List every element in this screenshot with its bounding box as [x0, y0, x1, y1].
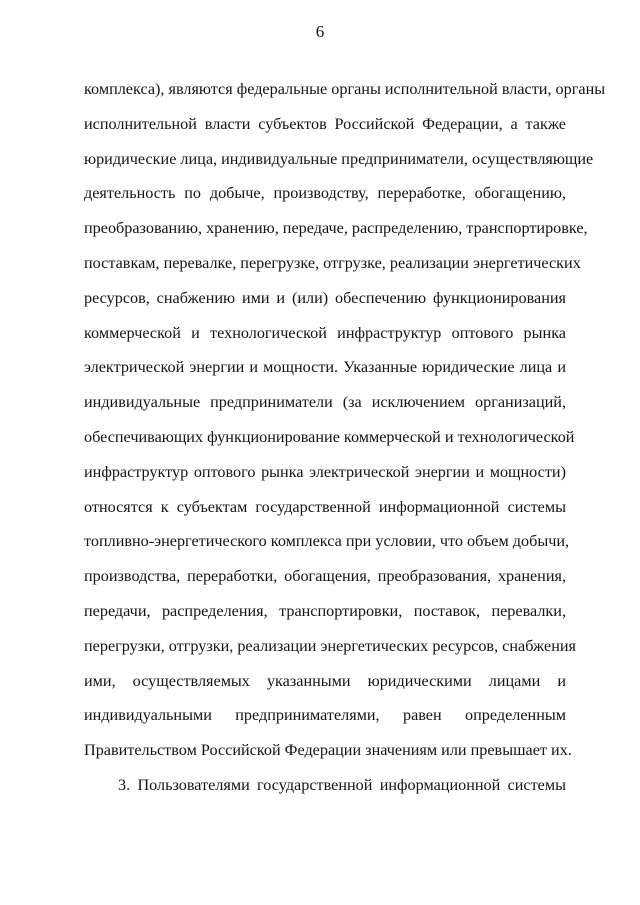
text-line: электрической энергии и мощности. Указанные юридические лица и — [84, 358, 566, 377]
paragraph-start-line: 3. Пользователями государственной информационной системы — [118, 775, 566, 794]
text-line: комплекса), являются федеральные органы исполнительной власти, органы — [84, 80, 606, 98]
text-line: инфраструктур оптового рынка электрической энергии и мощности) — [84, 462, 566, 481]
text-line: индивидуальные предприниматели (за исключением организаций, — [84, 393, 566, 412]
text-line: относятся к субъектам государственной информационной системы — [84, 497, 566, 516]
text-line: исполнительной власти субъектов Российской Федерации, а также — [84, 114, 566, 133]
text-line: поставкам, перевалке, перегрузке, отгрузке, реализации энергетических — [84, 253, 581, 272]
text-line: производства, переработки, обогащения, преобразования, хранения, — [84, 567, 566, 586]
body-text — [84, 72, 606, 803]
text-line: обеспечивающих функционирование коммерческой и технологической — [84, 427, 575, 446]
text-line: ресурсов, снабжению ими и (или) обеспечению функционирования — [84, 288, 566, 307]
text-line: топливно-энергетического комплекса при условии, что объем добычи, — [84, 532, 570, 551]
text-line: передачи, распределения, транспортировки, поставок, перевалки, — [84, 601, 566, 620]
text-line: индивидуальными предпринимателями, равен определенным — [84, 706, 566, 725]
text-line: ими, осуществляемых указанными юридическими лицами и — [84, 671, 566, 690]
text-line: перегрузки, отгрузки, реализации энергетических ресурсов, снабжения — [84, 636, 576, 655]
paragraph-end-line: Правительством Российской Федерации значениям или превышает их. — [84, 741, 572, 760]
page-number: 6 — [315, 22, 325, 41]
text-line: коммерческой и технологической инфраструктур оптового рынка — [84, 323, 566, 342]
text-line: деятельность по добыче, производству, переработке, обогащению, — [84, 184, 566, 203]
text-line: преобразованию, хранению, передаче, распределению, транспортировке, — [84, 219, 588, 238]
text-line: юридические лица, индивидуальные предприниматели, осуществляющие — [84, 149, 594, 168]
